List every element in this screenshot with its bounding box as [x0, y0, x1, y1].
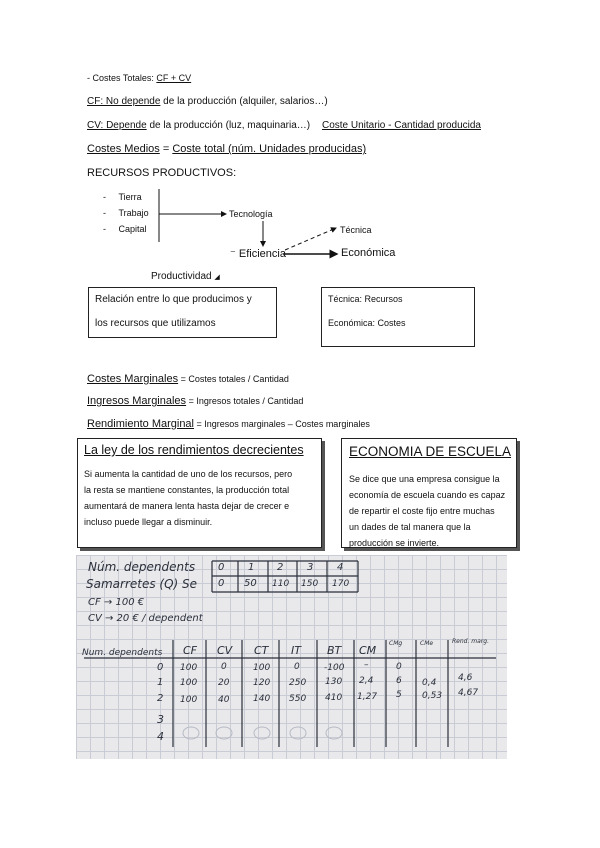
economica-label: Económica	[341, 247, 396, 259]
nb-header-rend: Rend. marg.	[452, 638, 489, 645]
escuela-body-line2: economía de escuela cuando es capaz	[349, 490, 506, 500]
nb-q-4: 170	[332, 579, 350, 589]
cv-description: de la producción (luz, maquinaria…)	[146, 120, 311, 131]
nb-cell: 4,6	[458, 673, 473, 683]
escuela-body-line4: un dades de tal manera que la	[349, 522, 471, 532]
nb-cell: 0	[294, 662, 300, 672]
notebook-photo	[76, 555, 507, 759]
nb-cell: 130	[325, 677, 343, 687]
nb-row1-label: Núm. dependents	[88, 560, 196, 574]
nb-cell: 100	[180, 678, 198, 688]
coste-unitario: Coste Unitario - Cantidad producida	[322, 120, 481, 131]
tecnologia-label: Tecnología	[229, 209, 273, 219]
escuela-body-line1: Se dice que una empresa consigue la	[349, 474, 500, 484]
equals-sign: =	[159, 143, 173, 155]
nb-cell: 1	[157, 677, 164, 688]
nb-faint-scribbles	[76, 555, 507, 759]
nb-cell: 250	[289, 678, 307, 688]
arrow-to-tecnica	[285, 228, 336, 250]
nb-cell: 0,4	[422, 678, 437, 688]
productividad-box-line2: los recursos que utilizamos	[95, 318, 216, 329]
nb-cell: 4	[157, 730, 164, 743]
ley-body-line4: incluso puede llegar a disminuir.	[84, 517, 213, 527]
costes-marginales-formula: = Costes totales / Cantidad	[178, 374, 289, 384]
productividad-label	[151, 271, 220, 282]
nb-dep-2: 2	[277, 562, 284, 573]
nb-cell: 2,4	[359, 676, 374, 686]
bullet-capital: - Capital	[103, 224, 147, 234]
bullet-tierra-label: Tierra	[118, 192, 142, 202]
eficiencia-box-line1: Técnica: Recursos	[328, 294, 403, 304]
recursos-title: RECURSOS PRODUCTIVOS:	[87, 167, 237, 179]
nb-cv-note: CV → 20 € / dependent	[88, 613, 203, 624]
costes-marginales-line	[87, 369, 289, 387]
ingresos-marginales-formula: = Ingresos totales / Cantidad	[186, 396, 304, 406]
nb-cell: 40	[218, 695, 230, 705]
tecnica-label: Técnica	[340, 225, 372, 235]
productividad-text: Productividad	[151, 271, 212, 282]
ley-rendimientos-box	[77, 438, 322, 548]
nb-cell: 0	[221, 662, 227, 672]
nb-cell: 120	[253, 678, 271, 688]
nb-dep-4: 4	[337, 562, 344, 573]
cv-label: CV: Depende	[87, 120, 147, 131]
nb-header-cm: CM	[359, 644, 377, 657]
nb-cell: 550	[289, 694, 307, 704]
rendimiento-marginal-label: Rendimiento Marginal	[87, 418, 194, 430]
bullet-trabajo-label: Trabajo	[118, 208, 149, 218]
bullet-trabajo: - Trabajo	[103, 208, 149, 218]
nb-header-dependents: Num. dependents	[82, 648, 163, 658]
ley-body-line3: aumentará de manera lenta hasta dejar de crecer e	[84, 501, 290, 511]
economia-escuela-title: ECONOMIA DE ESCUELA	[349, 444, 512, 459]
costes-totales-formula: CF + CV	[156, 73, 192, 83]
nb-cell: 3	[157, 713, 164, 726]
productividad-box-line1: Relación entre lo que producimos y	[95, 294, 252, 305]
nb-q-0: 0	[218, 578, 225, 589]
nb-q-2: 110	[272, 579, 290, 589]
bullet-capital-label: Capital	[118, 224, 147, 234]
diagram-arrows	[0, 0, 600, 300]
nb-cell: 0	[396, 662, 402, 672]
nb-cell: 1,27	[357, 692, 378, 702]
economia-escuela-box	[341, 438, 517, 548]
nb-header-ct: CT	[254, 644, 269, 657]
nb-cell: 6	[396, 676, 402, 686]
nb-cell: 0	[157, 662, 164, 673]
nb-row2-label: Samarretes (Q) Se	[86, 577, 198, 591]
cf-label: CF: No depende	[87, 96, 161, 107]
nb-cf-note: CF → 100 €	[88, 597, 145, 608]
nb-dep-3: 3	[307, 562, 314, 573]
ingresos-marginales-label: Ingresos Marginales	[87, 395, 187, 407]
nb-header-cv: CV	[217, 644, 233, 657]
nb-header-cme: CMe	[420, 640, 434, 647]
rendimiento-marginal-formula: = Ingresos marginales – Costes marginales	[194, 419, 370, 429]
rendimiento-marginal-line	[87, 414, 370, 432]
nb-dep-0: 0	[218, 562, 225, 573]
nb-header-bt: BT	[327, 644, 342, 657]
nb-cell: 20	[218, 678, 230, 688]
nb-header-it: IT	[291, 644, 301, 657]
eficiencia-label: ⁻ Eficiencia	[230, 248, 286, 260]
nb-cell: -100	[324, 663, 345, 673]
nb-cell: 2	[157, 693, 164, 704]
escuela-body-line3: de repartir el coste fijo entre muchas	[349, 506, 495, 516]
nb-cell: 100	[180, 663, 198, 673]
costes-medios-label: Costes Medios	[87, 143, 160, 155]
nb-cell: 140	[253, 694, 271, 704]
nb-cell: 100	[180, 695, 198, 705]
eficiencia-box-line2: Económica: Costes	[328, 318, 406, 328]
eficiencia-box	[321, 287, 475, 347]
eficiencia-text: Eficiencia	[238, 248, 286, 260]
caret-icon: ◢	[214, 274, 220, 281]
ingresos-marginales-line	[87, 391, 303, 409]
costes-totales-label: - Costes Totales:	[87, 73, 157, 83]
nb-dep-1: 1	[248, 562, 255, 573]
costes-medios-formula: Coste total (núm. Unidades producidas)	[172, 143, 367, 155]
nb-header-cf: CF	[183, 644, 198, 657]
productividad-box	[88, 287, 277, 338]
nb-q-1: 50	[244, 578, 257, 589]
escuela-body-line5: producción se invierte.	[349, 538, 440, 548]
cf-description: de la producción (alquiler, salarios…)	[160, 96, 328, 107]
ley-body-line2: la resta se mantiene constantes, la producción total	[84, 485, 290, 495]
nb-cell: 100	[253, 663, 271, 673]
costes-marginales-label: Costes Marginales	[87, 373, 179, 385]
ley-body-line1: Si aumenta la cantidad de uno de los recursos, pero	[84, 469, 293, 479]
nb-cell: 5	[396, 690, 402, 700]
nb-q-3: 150	[301, 579, 319, 589]
bullet-tierra: - Tierra	[103, 192, 142, 202]
nb-cell: 410	[325, 693, 343, 703]
ley-rendimientos-title: La ley de los rendimientos decrecientes	[84, 443, 304, 457]
nb-cell: –	[364, 660, 369, 670]
nb-cell: 0,53	[422, 691, 443, 701]
nb-cell: 4,67	[458, 688, 479, 698]
nb-header-cmg: CMg	[389, 640, 403, 647]
